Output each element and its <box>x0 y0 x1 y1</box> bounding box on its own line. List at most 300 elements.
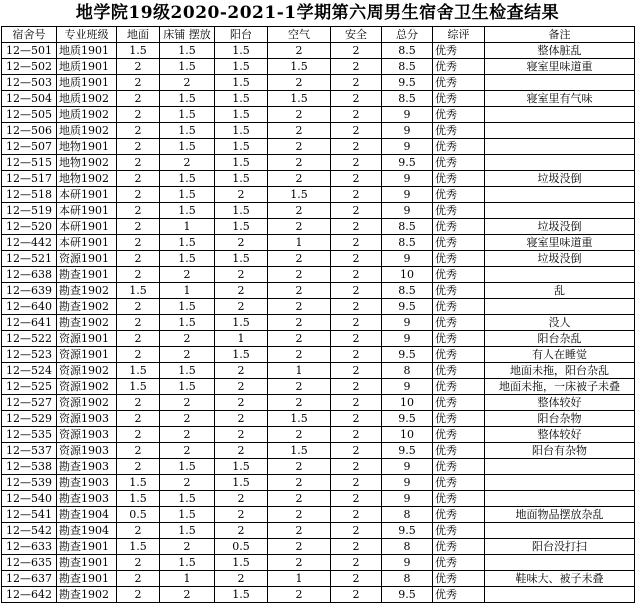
class-cell: 本研1901 <box>57 235 117 251</box>
table-row <box>2 139 635 155</box>
total-score-cell: 8.5 <box>382 43 433 59</box>
bed-score-cell: 2 <box>160 155 215 171</box>
table-row <box>2 443 635 459</box>
room-cell: 12—641 <box>2 315 57 331</box>
balcony-score-cell: 1.5 <box>215 251 268 267</box>
class-cell: 资源1902 <box>57 379 117 395</box>
room-cell: 12—535 <box>2 427 57 443</box>
room-cell: 12—501 <box>2 43 57 59</box>
balcony-score-cell: 1 <box>215 331 268 347</box>
remark-cell: 垃圾没倒 <box>485 171 635 187</box>
balcony-score-cell: 2 <box>215 507 268 523</box>
safety-score-cell: 2 <box>331 363 382 379</box>
remark-cell: 整体较好 <box>485 395 635 411</box>
safety-score-cell: 2 <box>331 571 382 587</box>
balcony-score-cell: 1.5 <box>215 43 268 59</box>
floor-score-cell: 2 <box>117 59 160 75</box>
bed-score-cell: 1.5 <box>160 107 215 123</box>
total-score-cell: 9 <box>382 315 433 331</box>
balcony-score-cell: 2 <box>215 187 268 203</box>
table-row <box>2 107 635 123</box>
bed-score-cell: 2 <box>160 587 215 603</box>
floor-score-cell: 2 <box>117 555 160 571</box>
rating-cell: 优秀 <box>433 235 485 251</box>
balcony-score-cell: 1.5 <box>215 203 268 219</box>
air-score-cell: 2 <box>268 283 331 299</box>
table-row <box>2 251 635 267</box>
floor-score-cell: 2 <box>117 427 160 443</box>
safety-score-cell: 2 <box>331 459 382 475</box>
bed-score-cell: 2 <box>160 267 215 283</box>
class-cell: 地质1901 <box>57 43 117 59</box>
air-score-cell: 2 <box>268 379 331 395</box>
remark-cell: 没人 <box>485 315 635 331</box>
class-cell: 资源1903 <box>57 427 117 443</box>
rating-cell: 优秀 <box>433 283 485 299</box>
class-cell: 勘查1904 <box>57 523 117 539</box>
balcony-score-cell: 1.5 <box>215 347 268 363</box>
remark-cell: 地面未拖，一床被子未叠 <box>485 379 635 395</box>
table-row <box>2 187 635 203</box>
rating-cell: 优秀 <box>433 587 485 603</box>
air-score-cell: 1.5 <box>268 187 331 203</box>
remark-cell <box>485 203 635 219</box>
class-cell: 地物1901 <box>57 139 117 155</box>
air-score-cell: 2 <box>268 203 331 219</box>
floor-score-cell: 2 <box>117 347 160 363</box>
rating-cell: 优秀 <box>433 491 485 507</box>
class-cell: 勘查1902 <box>57 299 117 315</box>
safety-score-cell: 2 <box>331 587 382 603</box>
floor-score-cell: 2 <box>117 107 160 123</box>
room-cell: 12—520 <box>2 219 57 235</box>
air-score-cell: 2 <box>268 539 331 555</box>
total-score-cell: 9 <box>382 251 433 267</box>
total-score-cell: 9 <box>382 107 433 123</box>
balcony-score-cell: 1.5 <box>215 555 268 571</box>
rating-cell: 优秀 <box>433 347 485 363</box>
header-row <box>2 27 635 43</box>
table-row <box>2 75 635 91</box>
bed-score-cell: 1.5 <box>160 235 215 251</box>
air-score-cell: 1 <box>268 235 331 251</box>
remark-cell: 地面未拖，阳台杂乱 <box>485 363 635 379</box>
table-row <box>2 507 635 523</box>
rating-cell: 优秀 <box>433 315 485 331</box>
air-score-cell: 2 <box>268 427 331 443</box>
bed-score-cell: 1 <box>160 219 215 235</box>
remark-cell: 阳台杂乱 <box>485 331 635 347</box>
class-cell: 资源1901 <box>57 331 117 347</box>
rating-cell: 优秀 <box>433 411 485 427</box>
remark-cell: 垃圾没倒 <box>485 219 635 235</box>
balcony-score-cell: 2 <box>215 491 268 507</box>
air-score-cell: 2 <box>268 491 331 507</box>
class-cell: 勘查1903 <box>57 459 117 475</box>
floor-score-cell: 2 <box>117 587 160 603</box>
floor-score-cell: 2 <box>117 219 160 235</box>
rating-cell: 优秀 <box>433 43 485 59</box>
balcony-score-cell: 2 <box>215 443 268 459</box>
bed-score-cell: 2 <box>160 347 215 363</box>
air-score-cell: 1 <box>268 571 331 587</box>
floor-score-cell: 2 <box>117 571 160 587</box>
rating-cell: 优秀 <box>433 267 485 283</box>
air-score-cell: 2 <box>268 123 331 139</box>
air-score-cell: 1.5 <box>268 59 331 75</box>
balcony-score-cell: 2 <box>215 363 268 379</box>
table-row <box>2 203 635 219</box>
table-row <box>2 43 635 59</box>
total-score-cell: 8.5 <box>382 59 433 75</box>
floor-score-cell: 2 <box>117 299 160 315</box>
col-header-rating: 综评 <box>433 27 485 43</box>
class-cell: 地质1902 <box>57 123 117 139</box>
col-header-bed: 床铺 摆放 <box>160 27 215 43</box>
air-score-cell: 1.5 <box>268 91 331 107</box>
balcony-score-cell: 1.5 <box>215 155 268 171</box>
table-row <box>2 555 635 571</box>
total-score-cell: 9 <box>382 123 433 139</box>
room-cell: 12—523 <box>2 347 57 363</box>
rating-cell: 优秀 <box>433 427 485 443</box>
rating-cell: 优秀 <box>433 219 485 235</box>
floor-score-cell: 0.5 <box>117 507 160 523</box>
safety-score-cell: 2 <box>331 379 382 395</box>
room-cell: 12—637 <box>2 571 57 587</box>
floor-score-cell: 2 <box>117 235 160 251</box>
class-cell: 本研1901 <box>57 219 117 235</box>
room-cell: 12—633 <box>2 539 57 555</box>
total-score-cell: 8 <box>382 507 433 523</box>
balcony-score-cell: 2 <box>215 427 268 443</box>
table-row <box>2 539 635 555</box>
class-cell: 勘查1904 <box>57 507 117 523</box>
bed-score-cell: 1.5 <box>160 187 215 203</box>
remark-cell <box>485 187 635 203</box>
total-score-cell: 9 <box>382 555 433 571</box>
air-score-cell: 2 <box>268 395 331 411</box>
rating-cell: 优秀 <box>433 523 485 539</box>
bed-score-cell: 2 <box>160 75 215 91</box>
remark-cell: 乱 <box>485 283 635 299</box>
total-score-cell: 8.5 <box>382 235 433 251</box>
total-score-cell: 9.5 <box>382 75 433 91</box>
table-row <box>2 459 635 475</box>
room-cell: 12—442 <box>2 235 57 251</box>
safety-score-cell: 2 <box>331 491 382 507</box>
air-score-cell: 2 <box>268 587 331 603</box>
air-score-cell: 2 <box>268 251 331 267</box>
remark-cell: 寝室里味道重 <box>485 235 635 251</box>
table-row <box>2 267 635 283</box>
table-row <box>2 171 635 187</box>
room-cell: 12—517 <box>2 171 57 187</box>
room-cell: 12—525 <box>2 379 57 395</box>
bed-score-cell: 1 <box>160 571 215 587</box>
floor-score-cell: 2 <box>117 267 160 283</box>
rating-cell: 优秀 <box>433 395 485 411</box>
class-cell: 地物1902 <box>57 171 117 187</box>
rating-cell: 优秀 <box>433 331 485 347</box>
rating-cell: 优秀 <box>433 507 485 523</box>
floor-score-cell: 2 <box>117 155 160 171</box>
col-header-air: 空气 <box>268 27 331 43</box>
total-score-cell: 9.5 <box>382 299 433 315</box>
remark-cell <box>485 75 635 91</box>
remark-cell: 寝室里有气味 <box>485 91 635 107</box>
table-row <box>2 155 635 171</box>
bed-score-cell: 1.5 <box>160 91 215 107</box>
rating-cell: 优秀 <box>433 475 485 491</box>
rating-cell: 优秀 <box>433 363 485 379</box>
balcony-score-cell: 2 <box>215 283 268 299</box>
room-cell: 12—542 <box>2 523 57 539</box>
total-score-cell: 9 <box>382 139 433 155</box>
balcony-score-cell: 2 <box>215 379 268 395</box>
rating-cell: 优秀 <box>433 59 485 75</box>
table-row <box>2 379 635 395</box>
floor-score-cell: 2 <box>117 91 160 107</box>
air-score-cell: 2 <box>268 507 331 523</box>
remark-cell <box>485 491 635 507</box>
room-cell: 12—503 <box>2 75 57 91</box>
total-score-cell: 9.5 <box>382 411 433 427</box>
floor-score-cell: 2 <box>117 411 160 427</box>
balcony-score-cell: 1.5 <box>215 107 268 123</box>
remark-cell <box>485 139 635 155</box>
class-cell: 地物1902 <box>57 155 117 171</box>
air-score-cell: 2 <box>268 267 331 283</box>
balcony-score-cell: 1.5 <box>215 59 268 75</box>
rating-cell: 优秀 <box>433 91 485 107</box>
table-row <box>2 475 635 491</box>
room-cell: 12—518 <box>2 187 57 203</box>
safety-score-cell: 2 <box>331 299 382 315</box>
balcony-score-cell: 1.5 <box>215 75 268 91</box>
safety-score-cell: 2 <box>331 523 382 539</box>
rating-cell: 优秀 <box>433 571 485 587</box>
rating-cell: 优秀 <box>433 155 485 171</box>
floor-score-cell: 2 <box>117 251 160 267</box>
bed-score-cell: 1.5 <box>160 507 215 523</box>
room-cell: 12—539 <box>2 475 57 491</box>
floor-score-cell: 2 <box>117 75 160 91</box>
safety-score-cell: 2 <box>331 187 382 203</box>
safety-score-cell: 2 <box>331 443 382 459</box>
class-cell: 勘查1902 <box>57 315 117 331</box>
balcony-score-cell: 1.5 <box>215 475 268 491</box>
safety-score-cell: 2 <box>331 235 382 251</box>
air-score-cell: 1 <box>268 363 331 379</box>
safety-score-cell: 2 <box>331 59 382 75</box>
safety-score-cell: 2 <box>331 75 382 91</box>
table-row <box>2 59 635 75</box>
rating-cell: 优秀 <box>433 443 485 459</box>
bed-score-cell: 2 <box>160 443 215 459</box>
room-cell: 12—502 <box>2 59 57 75</box>
table-row <box>2 571 635 587</box>
balcony-score-cell: 2 <box>215 411 268 427</box>
safety-score-cell: 2 <box>331 171 382 187</box>
balcony-score-cell: 2 <box>215 299 268 315</box>
floor-score-cell: 2 <box>117 315 160 331</box>
remark-cell <box>485 267 635 283</box>
bed-score-cell: 2 <box>160 331 215 347</box>
balcony-score-cell: 1.5 <box>215 587 268 603</box>
bed-score-cell: 2 <box>160 539 215 555</box>
room-cell: 12—541 <box>2 507 57 523</box>
table-row <box>2 91 635 107</box>
total-score-cell: 9 <box>382 331 433 347</box>
room-cell: 12—635 <box>2 555 57 571</box>
rating-cell: 优秀 <box>433 123 485 139</box>
air-score-cell: 2 <box>268 331 331 347</box>
total-score-cell: 9 <box>382 171 433 187</box>
remark-cell: 鞋味大、被子未叠 <box>485 571 635 587</box>
safety-score-cell: 2 <box>331 427 382 443</box>
balcony-score-cell: 1.5 <box>215 171 268 187</box>
remark-cell <box>485 459 635 475</box>
col-header-remark: 备注 <box>485 27 635 43</box>
bed-score-cell: 1.5 <box>160 251 215 267</box>
rating-cell: 优秀 <box>433 555 485 571</box>
floor-score-cell: 1.5 <box>117 363 160 379</box>
safety-score-cell: 2 <box>331 251 382 267</box>
safety-score-cell: 2 <box>331 539 382 555</box>
room-cell: 12—504 <box>2 91 57 107</box>
table-row <box>2 395 635 411</box>
total-score-cell: 9 <box>382 459 433 475</box>
bed-score-cell: 1.5 <box>160 523 215 539</box>
balcony-score-cell: 2 <box>215 267 268 283</box>
floor-score-cell: 1.5 <box>117 283 160 299</box>
table-row <box>2 235 635 251</box>
class-cell: 资源1903 <box>57 411 117 427</box>
balcony-score-cell: 2 <box>215 523 268 539</box>
total-score-cell: 8 <box>382 363 433 379</box>
total-score-cell: 9.5 <box>382 587 433 603</box>
air-score-cell: 2 <box>268 347 331 363</box>
balcony-score-cell: 1.5 <box>215 219 268 235</box>
remark-cell: 地面物品摆放杂乱 <box>485 507 635 523</box>
remark-cell: 有人在睡觉 <box>485 347 635 363</box>
class-cell: 地质1902 <box>57 91 117 107</box>
total-score-cell: 9.5 <box>382 155 433 171</box>
air-score-cell: 2 <box>268 75 331 91</box>
remark-cell <box>485 523 635 539</box>
total-score-cell: 9 <box>382 203 433 219</box>
class-cell: 资源1901 <box>57 347 117 363</box>
class-cell: 地质1902 <box>57 107 117 123</box>
air-score-cell: 2 <box>268 299 331 315</box>
bed-score-cell: 1.5 <box>160 363 215 379</box>
balcony-score-cell: 2 <box>215 395 268 411</box>
remark-cell <box>485 587 635 603</box>
safety-score-cell: 2 <box>331 43 382 59</box>
class-cell: 勘查1903 <box>57 475 117 491</box>
table-row <box>2 427 635 443</box>
air-score-cell: 1.5 <box>268 443 331 459</box>
balcony-score-cell: 1.5 <box>215 123 268 139</box>
rating-cell: 优秀 <box>433 139 485 155</box>
total-score-cell: 9.5 <box>382 523 433 539</box>
col-header-class: 专业班级 <box>57 27 117 43</box>
col-header-room: 宿舍号 <box>2 27 57 43</box>
floor-score-cell: 2 <box>117 139 160 155</box>
bed-score-cell: 1.5 <box>160 379 215 395</box>
remark-cell: 垃圾没倒 <box>485 251 635 267</box>
rating-cell: 优秀 <box>433 187 485 203</box>
floor-score-cell: 2 <box>117 171 160 187</box>
balcony-score-cell: 1.5 <box>215 91 268 107</box>
floor-score-cell: 2 <box>117 123 160 139</box>
floor-score-cell: 2 <box>117 443 160 459</box>
rating-cell: 优秀 <box>433 171 485 187</box>
table-body <box>2 43 635 603</box>
total-score-cell: 10 <box>382 427 433 443</box>
room-cell: 12—522 <box>2 331 57 347</box>
bed-score-cell: 1.5 <box>160 299 215 315</box>
safety-score-cell: 2 <box>331 123 382 139</box>
col-header-balcony: 阳台 <box>215 27 268 43</box>
table-row <box>2 219 635 235</box>
remark-cell: 阳台有杂物 <box>485 443 635 459</box>
inspection-table <box>1 26 635 603</box>
rating-cell: 优秀 <box>433 203 485 219</box>
remark-cell: 阳台杂物 <box>485 411 635 427</box>
remark-cell <box>485 475 635 491</box>
table-row <box>2 363 635 379</box>
safety-score-cell: 2 <box>331 507 382 523</box>
room-cell: 12—506 <box>2 123 57 139</box>
safety-score-cell: 2 <box>331 395 382 411</box>
air-score-cell: 2 <box>268 155 331 171</box>
table-row <box>2 331 635 347</box>
room-cell: 12—538 <box>2 459 57 475</box>
safety-score-cell: 2 <box>331 411 382 427</box>
bed-score-cell: 1.5 <box>160 203 215 219</box>
bed-score-cell: 1.5 <box>160 315 215 331</box>
remark-cell: 整体较好 <box>485 427 635 443</box>
bed-score-cell: 2 <box>160 395 215 411</box>
balcony-score-cell: 1.5 <box>215 459 268 475</box>
air-score-cell: 2 <box>268 219 331 235</box>
air-score-cell: 2 <box>268 139 331 155</box>
class-cell: 勘查1902 <box>57 587 117 603</box>
total-score-cell: 10 <box>382 267 433 283</box>
remark-cell <box>485 555 635 571</box>
air-score-cell: 1.5 <box>268 411 331 427</box>
air-score-cell: 2 <box>268 555 331 571</box>
safety-score-cell: 2 <box>331 107 382 123</box>
total-score-cell: 9 <box>382 187 433 203</box>
floor-score-cell: 1.5 <box>117 379 160 395</box>
class-cell: 资源1902 <box>57 395 117 411</box>
safety-score-cell: 2 <box>331 139 382 155</box>
remark-cell <box>485 155 635 171</box>
remark-cell: 阳台没打扫 <box>485 539 635 555</box>
safety-score-cell: 2 <box>331 283 382 299</box>
rating-cell: 优秀 <box>433 539 485 555</box>
class-cell: 地质1901 <box>57 59 117 75</box>
safety-score-cell: 2 <box>331 475 382 491</box>
bed-score-cell: 1.5 <box>160 59 215 75</box>
safety-score-cell: 2 <box>331 155 382 171</box>
floor-score-cell: 1.5 <box>117 475 160 491</box>
bed-score-cell: 1.5 <box>160 171 215 187</box>
remark-cell <box>485 123 635 139</box>
